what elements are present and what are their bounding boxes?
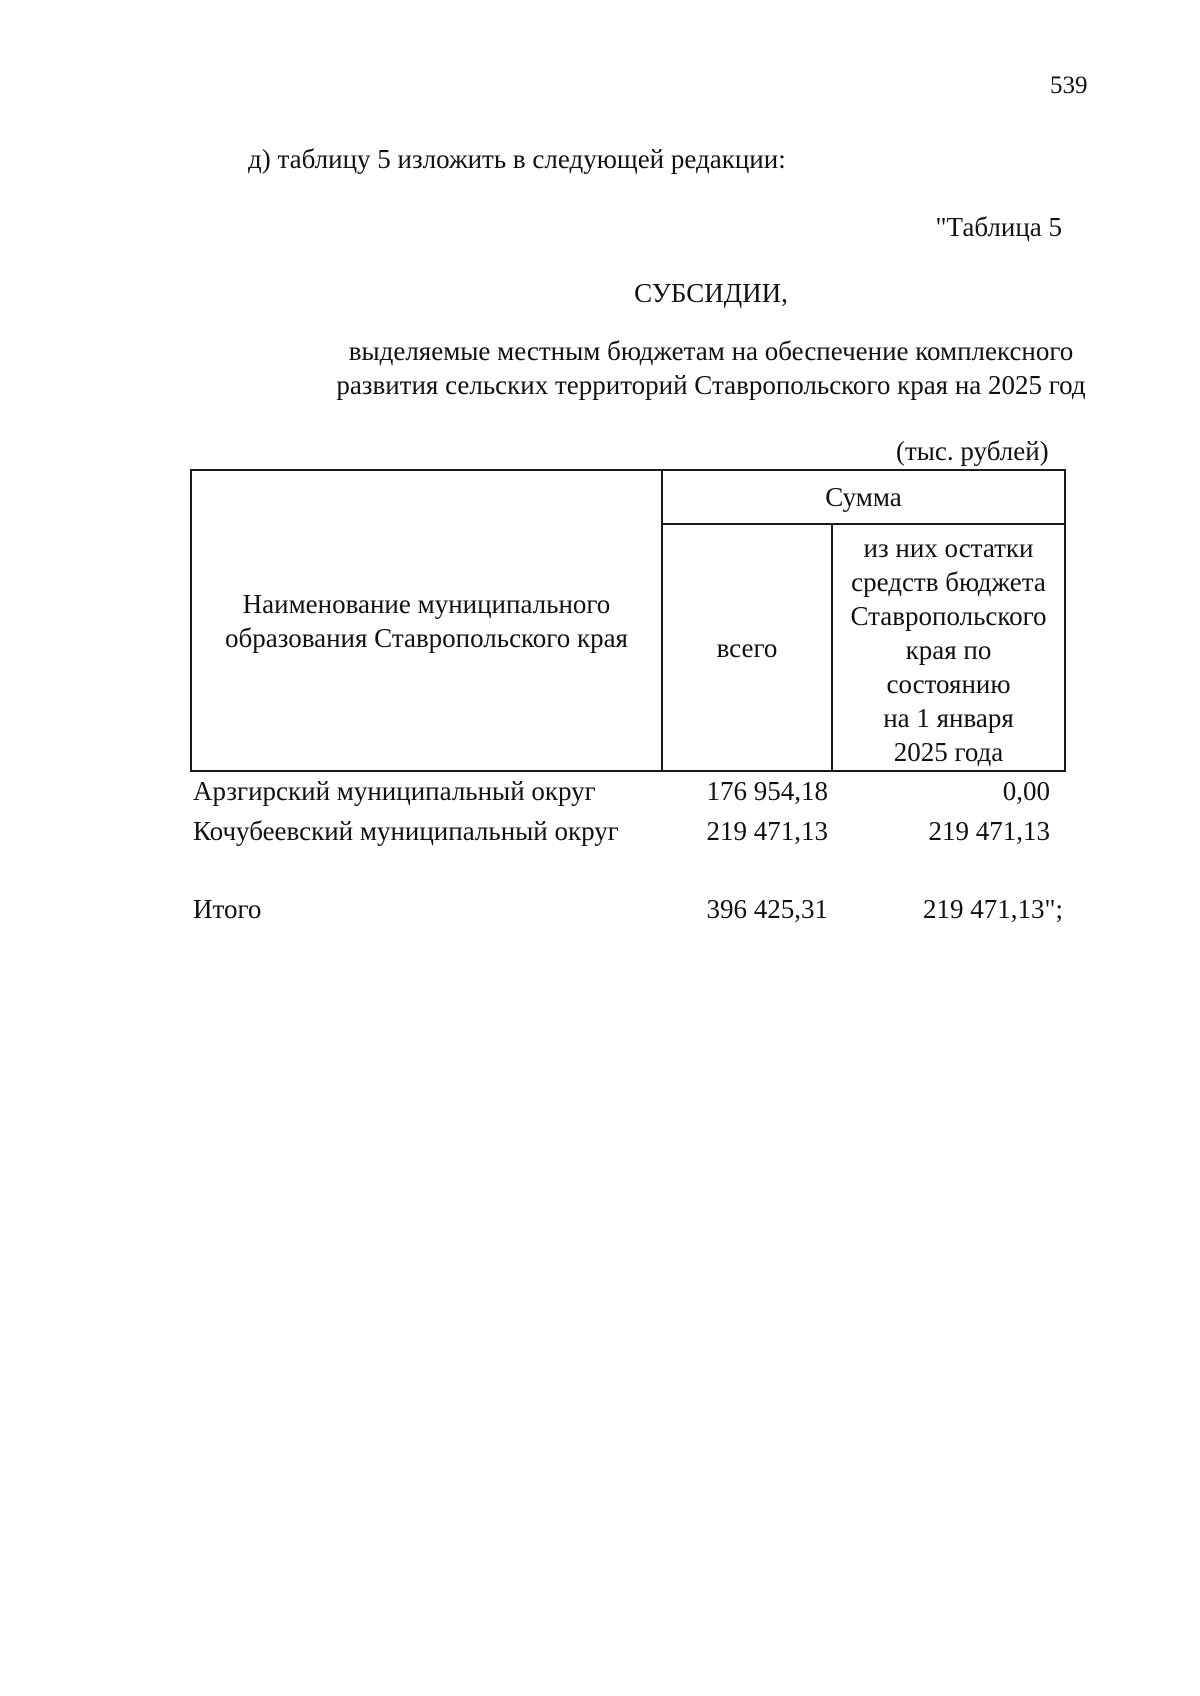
grid-right-border (1064, 469, 1066, 772)
header-remainder-line-6: на 1 января (883, 703, 1014, 733)
header-name-cell (192, 471, 661, 770)
header-remainder-line-4: края по (905, 635, 992, 665)
header-remainder-line-3: Ставропольского (850, 601, 1047, 631)
header-remainder-line-7: 2025 года (893, 737, 1004, 767)
header-remainder-cell (833, 525, 1064, 770)
subtitle-line-2: развития сельских территорий Ставропольского края на 2025 год (336, 370, 1086, 400)
units-label: (тыс. рублей) (896, 436, 1049, 466)
total-sum: 396 425,31 (706, 894, 828, 924)
row-remainder: 219 471,13 (928, 816, 1050, 846)
header-total-label: всего (716, 632, 778, 663)
document-subtitle (170, 334, 1200, 402)
header-sum-cell (663, 471, 1064, 523)
header-remainder-line-5: состоянию (886, 669, 1011, 699)
row-name: Арзгирский муниципальный округ (193, 776, 596, 806)
row-name: Кочубеевский муниципальный округ (193, 816, 619, 846)
grid-bottom-border (190, 770, 1066, 772)
row-total: 176 954,18 (706, 776, 828, 806)
row-remainder: 0,00 (1002, 776, 1050, 806)
total-label: Итого (193, 894, 262, 924)
subtitle-line-1: выделяемые местным бюджетам на обеспечение комплексного (348, 336, 1074, 366)
intro-text: д) таблицу 5 изложить в следующей редакции: (248, 144, 786, 174)
table-total-row (0, 894, 1200, 934)
header-sum-label: Сумма (825, 482, 902, 512)
table-caption: "Таблица 5 (935, 212, 1062, 242)
row-total: 219 471,13 (706, 816, 828, 846)
document-title: СУБСИДИИ, (634, 278, 788, 308)
header-total-cell (663, 525, 831, 770)
header-remainder-line-2: средств бюджета (851, 567, 1046, 597)
table-row (0, 776, 1200, 816)
page-number: 539 (1050, 72, 1088, 99)
header-name-line-1: Наименование муниципального (242, 588, 611, 619)
header-remainder-line-1: из них остатки (863, 533, 1034, 563)
header-name-line-2: образования Ставропольского края (225, 622, 628, 653)
table-row (0, 816, 1200, 856)
total-remainder: 219 471,13"; (922, 894, 1063, 924)
